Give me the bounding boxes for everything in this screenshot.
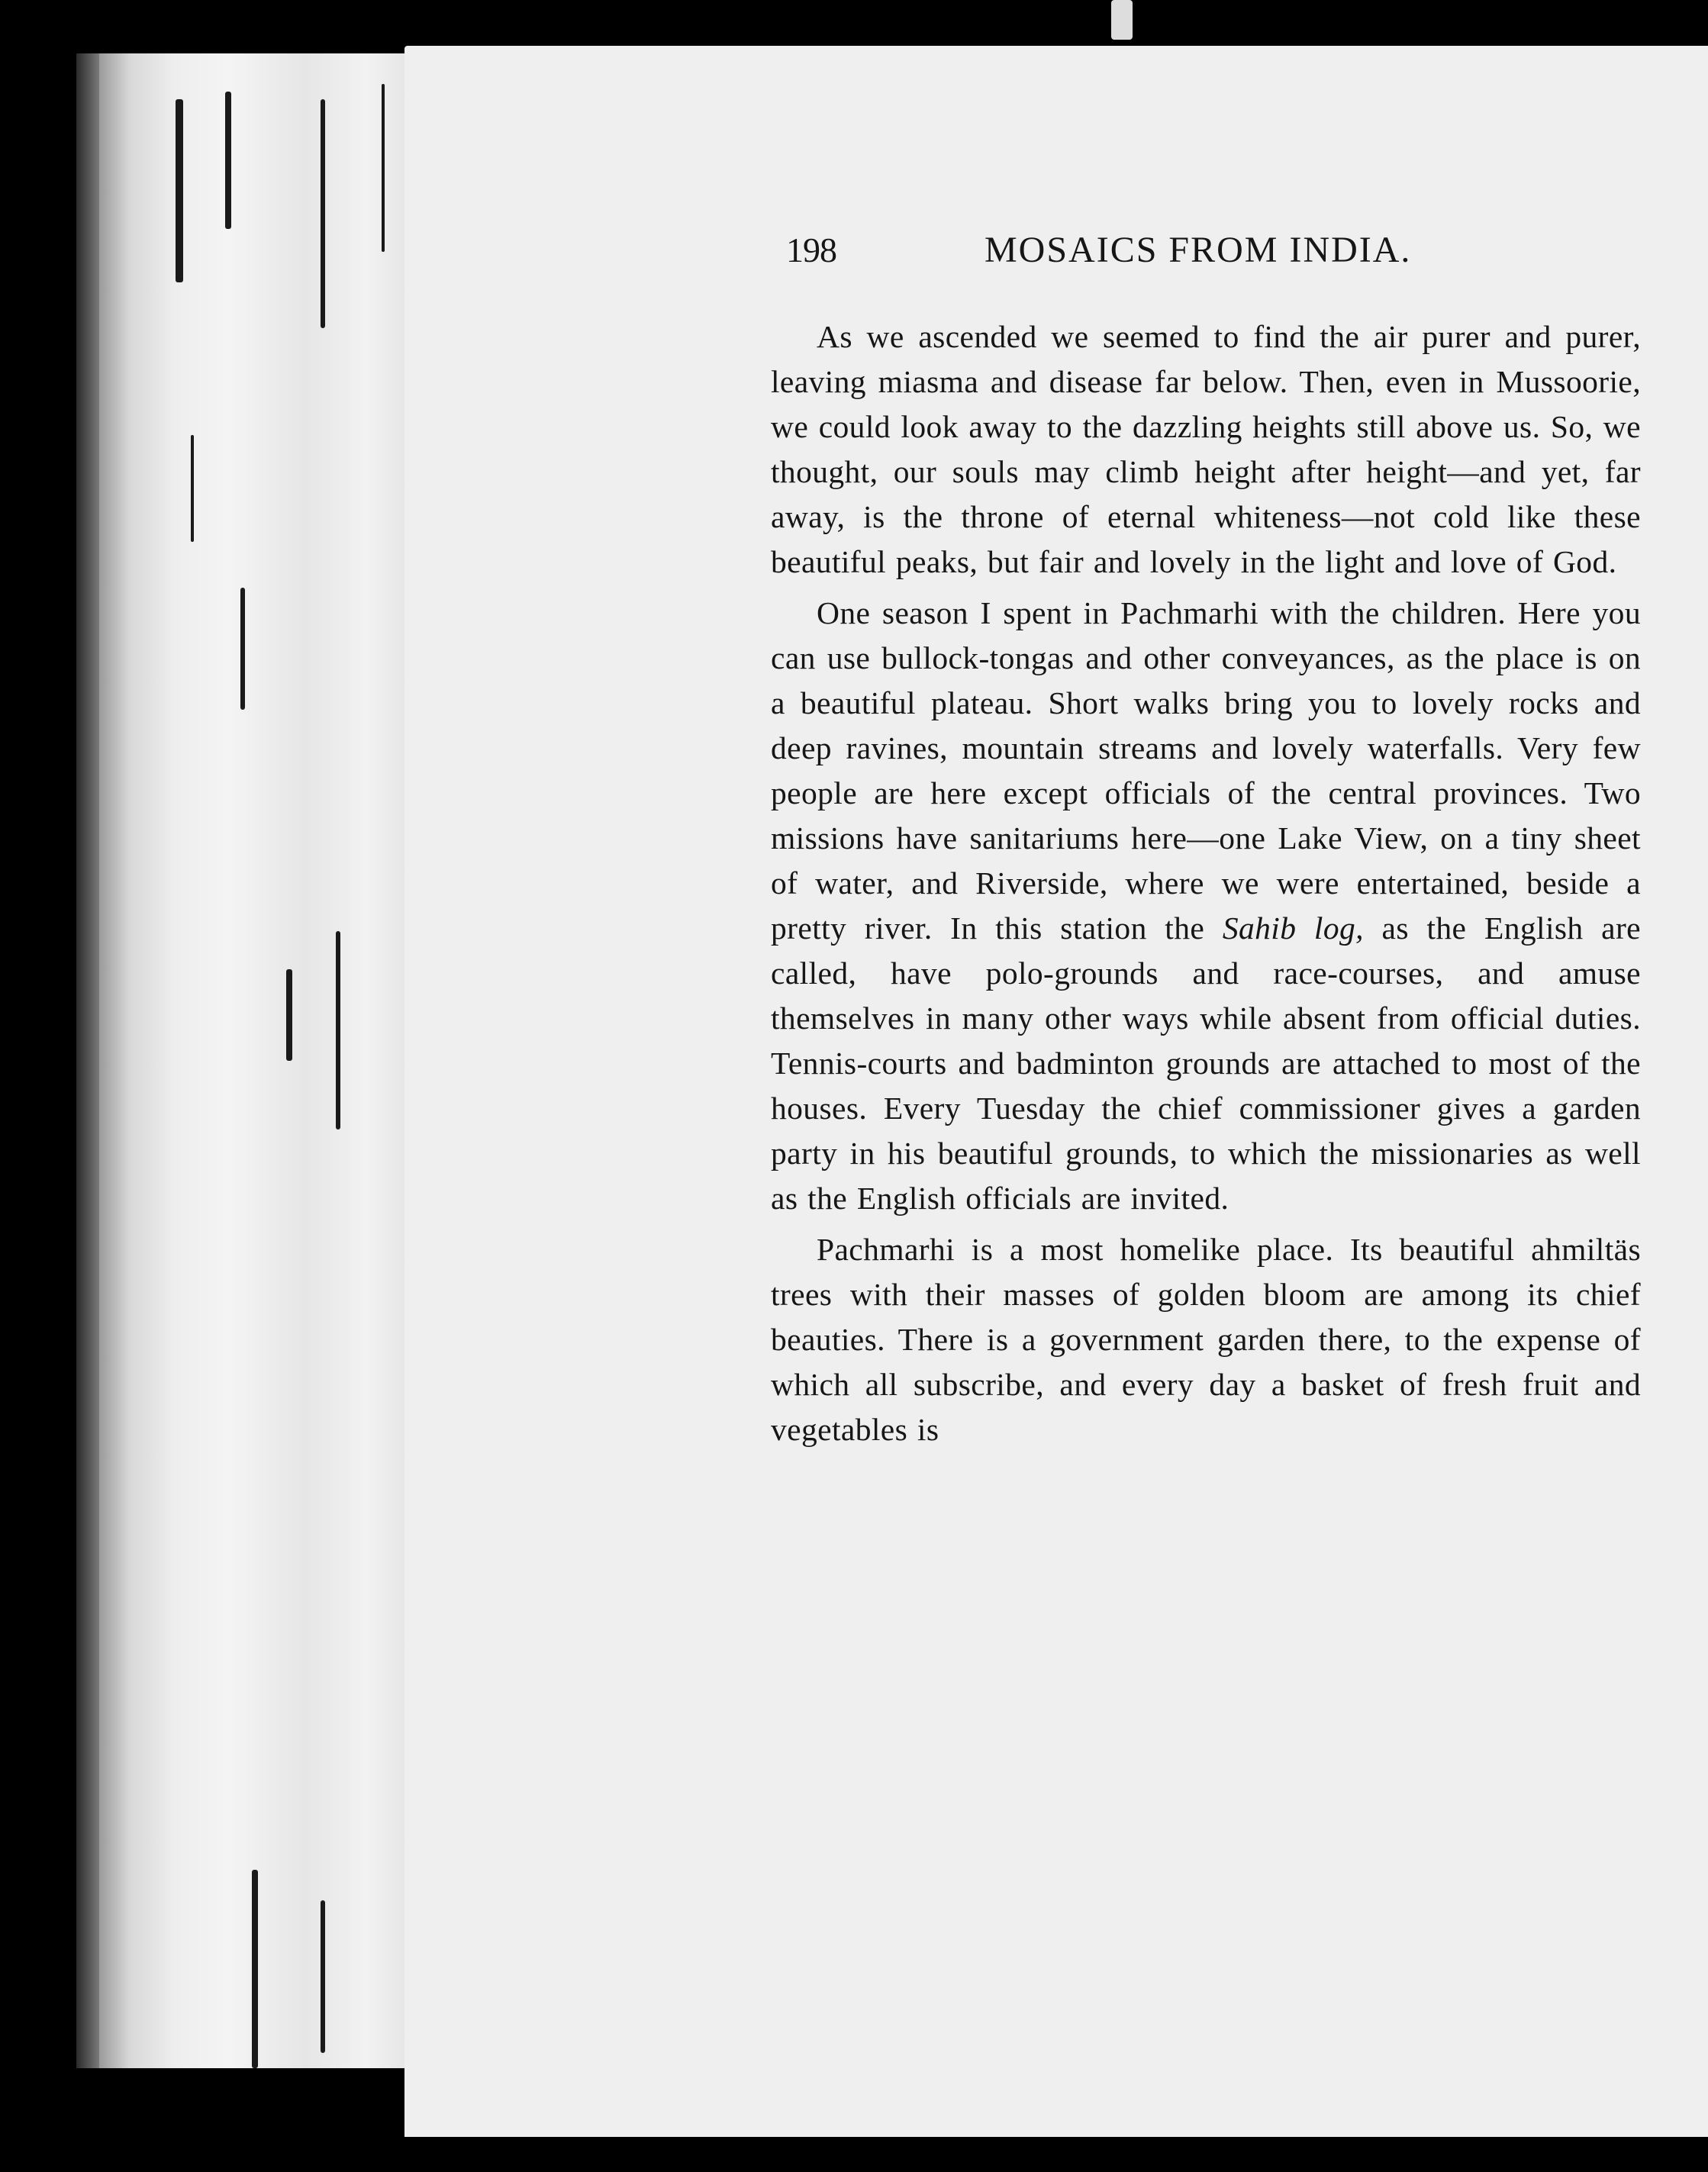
page-edge-shadow — [321, 1900, 325, 2053]
book-cover-edge — [76, 53, 99, 2068]
page-edge-shadow — [286, 969, 292, 1061]
page-number: 198 — [786, 230, 836, 269]
paragraph: As we ascended we seemed to find the air purer and purer, leaving miasma and disease far below. Then, even in Mussoorie, we could look away to the dazzling heights still above us. So, we thought, our souls may climb height after height—and yet, far away, is the throne of eternal whiteness—not cold like these beautiful peaks, but fair and lovely in the light and love of God. — [771, 319, 1641, 579]
italic-phrase: Sahib log, — [1222, 910, 1364, 946]
paragraph-text: One season I spent in Pachmarhi with the children. Here you can use bullock-tongas and other conveyances, as the place is on a beautiful plateau. Short walks bring you to lovely rocks and deep ravines, mountain streams and lovely waterfalls. Very few people are here except officials of the central provinces. Two missions have sanitariums here—one Lake View, on a tiny sheet of water, and Riverside, where we were entertained, beside a pretty river. In this station the — [771, 595, 1641, 946]
page-edge-shadow — [252, 1870, 258, 2068]
paragraph-text: as the English are called, have polo-grounds and race-courses, and amuse themselves in many other ways while absent from official duties. Tennis-courts and badminton grounds are attached to most of the houses. Every Tuesday the chief commissioner gives a garden party in his beautiful grounds, to which the missionaries as well as the English officials are invited. — [771, 910, 1642, 1216]
running-head — [771, 229, 1641, 305]
scan-top-mark — [1111, 0, 1133, 40]
running-title: MOSAICS FROM INDIA. — [985, 230, 1412, 270]
page-edge-shadow — [176, 99, 183, 282]
page-edge-shadow — [191, 435, 194, 542]
book-page-edges — [76, 53, 412, 2068]
page-content — [771, 229, 1641, 1458]
page-edge-shadow — [336, 931, 340, 1130]
paragraph — [771, 591, 1641, 1221]
page-edge-shadow — [240, 588, 245, 710]
page-edge-shadow — [382, 84, 385, 252]
paragraph: Pachmarhi is a most homelike place. Its beautiful ahmiltäs trees with their masses of golden bloom are among its chief beauties. There is a government garden there, to the expense of which all subscribe, and every day a basket of fresh fruit and vegetables is — [771, 1232, 1641, 1447]
page-edge-shadow — [225, 92, 231, 229]
page-edge-shadow — [321, 99, 325, 328]
